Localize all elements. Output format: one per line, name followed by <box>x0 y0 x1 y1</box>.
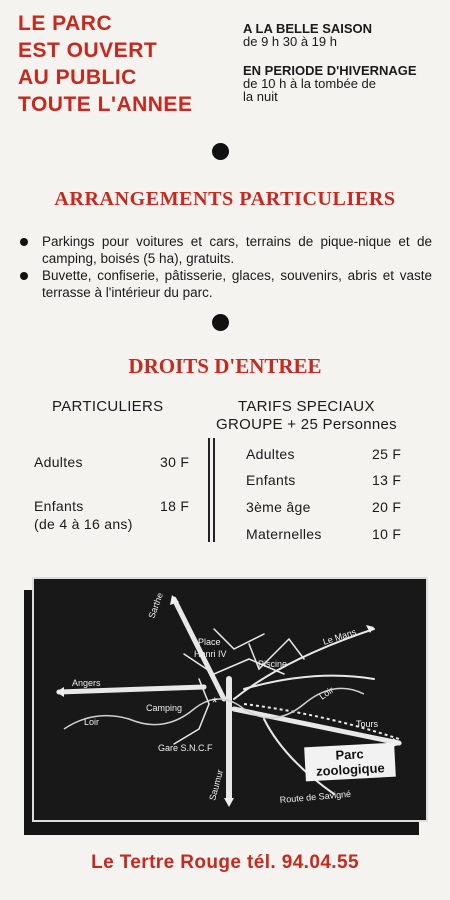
separator-dot-1 <box>212 143 229 160</box>
opening-hours <box>243 22 417 103</box>
speciaux-price-enfants: 13 F <box>372 472 402 488</box>
arrangements-list <box>20 233 432 301</box>
speciaux-label-enfants: Enfants <box>246 472 296 488</box>
particuliers-heading: PARTICULIERS <box>52 398 164 415</box>
title-line-3: AU PUBLIC <box>18 66 137 89</box>
speciaux-price-3eme-age: 20 F <box>372 499 402 515</box>
street-place <box>214 629 264 649</box>
access-map <box>32 577 428 822</box>
list-item <box>20 267 432 301</box>
label-saumur: Saumur <box>207 768 226 802</box>
label-loir-right: Loir <box>317 684 336 702</box>
label-loir-left: Loir <box>84 717 100 727</box>
speciaux-price-maternelles: 10 F <box>372 526 402 542</box>
list-item <box>20 233 432 267</box>
zoo-label-line-1: Parc <box>335 746 365 763</box>
footer-contact: Le Tertre Rouge tél. 94.04.55 <box>91 852 359 873</box>
bullet-icon <box>20 272 28 280</box>
label-piscine: Piscine <box>258 659 288 669</box>
title-line-4: TOUTE L'ANNEE <box>18 93 193 116</box>
winter-heading: EN PERIODE D'HIVERNAGE <box>243 63 417 78</box>
speciaux-label-3eme-age: 3ème âge <box>246 499 311 515</box>
label-camping: Camping <box>146 703 183 713</box>
column-divider-1 <box>208 438 210 542</box>
road-le-mans <box>234 626 374 699</box>
entry-fees-title: DROITS D'ENTREE <box>128 354 322 378</box>
speciaux-label-maternelles: Maternelles <box>246 526 322 542</box>
speciaux-heading-2: GROUPE + 25 Personnes <box>216 416 397 433</box>
particuliers-label-adultes: Adultes <box>34 454 83 470</box>
label-sarthe: Sarthe <box>146 591 165 620</box>
zoo-label-line-2: zoologique <box>315 760 386 779</box>
separator-dot-2 <box>212 314 229 331</box>
label-tours: Tours <box>356 719 379 729</box>
zoo-marker-label <box>304 743 396 782</box>
arrow-angers-icon <box>56 687 64 697</box>
label-place-1: Place <box>198 637 221 647</box>
label-le-mans: Le Mans <box>321 626 358 647</box>
label-route-savigne: Route de Savigné <box>279 788 352 805</box>
label-place-2: Henri IV <box>194 649 227 659</box>
column-divider-2 <box>213 438 215 542</box>
speciaux-heading-1: TARIFS SPECIAUX <box>238 398 375 415</box>
particuliers-price-enfants: 18 F <box>160 498 190 514</box>
map-drawing <box>34 579 426 820</box>
arrow-saumur-icon <box>224 798 234 807</box>
arrangements-title: ARRANGEMENTS PARTICULIERS <box>54 188 396 210</box>
park-open-title <box>18 10 192 118</box>
winter-hours-1: de 10 h à la tombée de <box>243 76 376 91</box>
park-star-icon: * <box>212 694 218 710</box>
list-item-text: Parkings pour voitures et cars, terrains de pique-nique et de camping, boisés (5 ha), gratuits. <box>42 234 432 266</box>
particuliers-note-enfants: (de 4 à 16 ans) <box>34 516 133 532</box>
winter-hours-2: la nuit <box>243 89 278 104</box>
speciaux-label-adultes: Adultes <box>246 446 295 462</box>
summer-heading: A LA BELLE SAISON <box>243 21 373 36</box>
label-gare: Gare S.N.C.F <box>158 743 213 753</box>
particuliers-label-enfants: Enfants <box>34 498 84 514</box>
particuliers-price-adultes: 30 F <box>160 454 190 470</box>
title-line-2: EST OUVERT <box>18 39 158 62</box>
speciaux-price-adultes: 25 F <box>372 446 402 462</box>
label-angers: Angers <box>72 678 101 688</box>
list-item-text: Buvette, confiserie, pâtisserie, glaces, souvenirs, abris et vaste terrasse à l'intérieur du parc. <box>42 268 432 300</box>
bullet-icon <box>20 238 28 246</box>
title-line-1: LE PARC <box>18 12 113 35</box>
summer-hours: de 9 h 30 à 19 h <box>243 34 337 49</box>
